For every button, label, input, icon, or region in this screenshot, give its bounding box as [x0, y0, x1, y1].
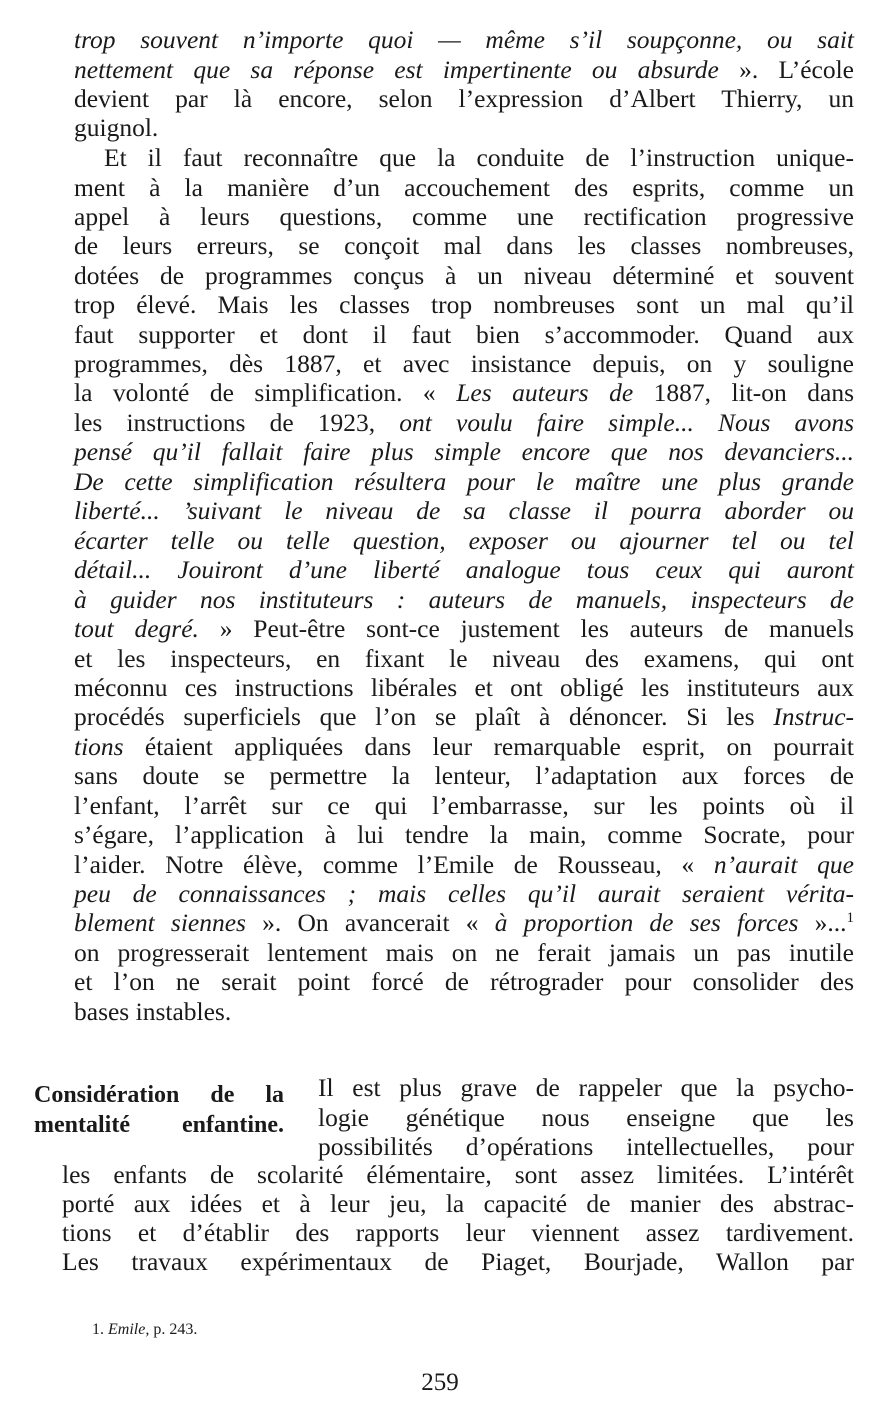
- text-line: méconnu ces instructions libérales et ont obligé les instituteurs aux: [74, 673, 854, 702]
- text-line: procédés superficiels que l’on se plaît à dénoncer. Si les Instruc-: [74, 702, 854, 731]
- text-line: faut supporter et dont il faut bien s’accommoder. Quand aux: [74, 320, 854, 349]
- text-line: trop élevé. Mais les classes trop nombreuses sont un mal qu’il: [74, 290, 854, 319]
- text-line: Et il faut reconnaître que la conduite de l’instruction unique-: [104, 143, 854, 172]
- text-line: peu de connaissances ; mais celles qu’il aurait seraient vérita-: [74, 879, 854, 908]
- text-line: écarter telle ou telle question, exposer ou ajourner tel ou tel: [74, 526, 854, 555]
- text-line: s’égare, l’application à lui tendre la main, comme Socrate, pour: [74, 820, 854, 849]
- text-line: on progresserait lentement mais on ne ferait jamais un pas inutile: [74, 938, 854, 967]
- text-line: bases instables.: [74, 997, 232, 1026]
- text-line: l’enfant, l’arrêt sur ce qui l’embarrasse, sur les points où il: [74, 791, 854, 820]
- text-line: l’aider. Notre élève, comme l’Emile de Rousseau, « n’aurait que: [74, 850, 855, 879]
- side-heading: [34, 1080, 284, 1140]
- text-line: pensé qu’il fallait faire plus simple encore que nos devanciers...: [74, 437, 854, 466]
- text-line: les instructions de 1923, ont voulu faire simple... Nous avons: [74, 408, 855, 437]
- side-heading-line: mentalité enfantine.: [34, 1112, 284, 1138]
- text-line: la volonté de simplification. « Les auteurs de 1887, lit-on dans: [74, 378, 855, 407]
- text-line: sans doute se permettre la lenteur, l’adaptation aux forces de: [74, 761, 854, 790]
- text-line: de leurs erreurs, se conçoit mal dans les classes nombreuses,: [74, 231, 854, 260]
- text-line: détail... Jouiront d’une liberté analogue tous ceux qui auront: [74, 555, 854, 584]
- text-line: tions étaient appliquées dans leur remarquable esprit, on pourrait: [74, 732, 854, 761]
- text-line: tions et d’établir des rapports leur viennent assez tardivement.: [62, 1218, 854, 1247]
- text-line: possibilités d’opérations intellectuelles, pour: [318, 1132, 854, 1161]
- page-number: 259: [421, 1369, 459, 1396]
- footnote: 1. Emile, p. 243.: [92, 1321, 198, 1338]
- text-line: appel à leurs questions, comme une rectification progressive: [74, 202, 854, 231]
- text-line: liberté... ’suivant le niveau de sa classe il pourra aborder ou: [74, 496, 854, 525]
- text-line: guignol.: [74, 113, 159, 142]
- text-line: Les travaux expérimentaux de Piaget, Bourjade, Wallon par: [62, 1247, 854, 1276]
- text-line: Il est plus grave de rappeler que la psycho-: [318, 1073, 854, 1102]
- text-line: et les inspecteurs, en fixant le niveau des examens, qui ont: [74, 644, 854, 673]
- text-line: programmes, dès 1887, et avec insistance depuis, on y souligne: [74, 349, 854, 378]
- footnote-marker: 1: [846, 910, 854, 926]
- text-line: les enfants de scolarité élémentaire, sont assez limitées. L’intérêt: [62, 1160, 854, 1189]
- text-line: De cette simplification résultera pour le maître une plus grande: [74, 467, 854, 496]
- text-line: porté aux idées et à leur jeu, la capacité de manier des abstrac-: [62, 1189, 854, 1218]
- text-line: à guider nos instituteurs : auteurs de manuels, inspecteurs de: [74, 585, 854, 614]
- text-line: trop souvent n’importe quoi — même s’il soupçonne, ou sait: [74, 25, 854, 54]
- text-line: nettement que sa réponse est impertinente ou absurde ». L’école: [74, 55, 854, 84]
- text-line: ment à la manière d’un accouchement des esprits, comme un: [74, 173, 854, 202]
- text-line: blement siennes ». On avancerait « à proportion de ses forces »...$^1$: [74, 908, 854, 937]
- text-line: et l’on ne serait point forcé de rétrograder pour consolider des: [74, 967, 854, 996]
- text-line: dotées de programmes conçus à un niveau déterminé et souvent: [74, 261, 854, 290]
- text-line: logie génétique nous enseigne que les: [318, 1103, 854, 1132]
- side-heading-line: Considération de la: [34, 1082, 284, 1108]
- text-line: tout degré. » Peut-être sont-ce justement les auteurs de manuels: [74, 614, 854, 643]
- text-line: devient par là encore, selon l’expression d’Albert Thierry, un: [74, 84, 854, 113]
